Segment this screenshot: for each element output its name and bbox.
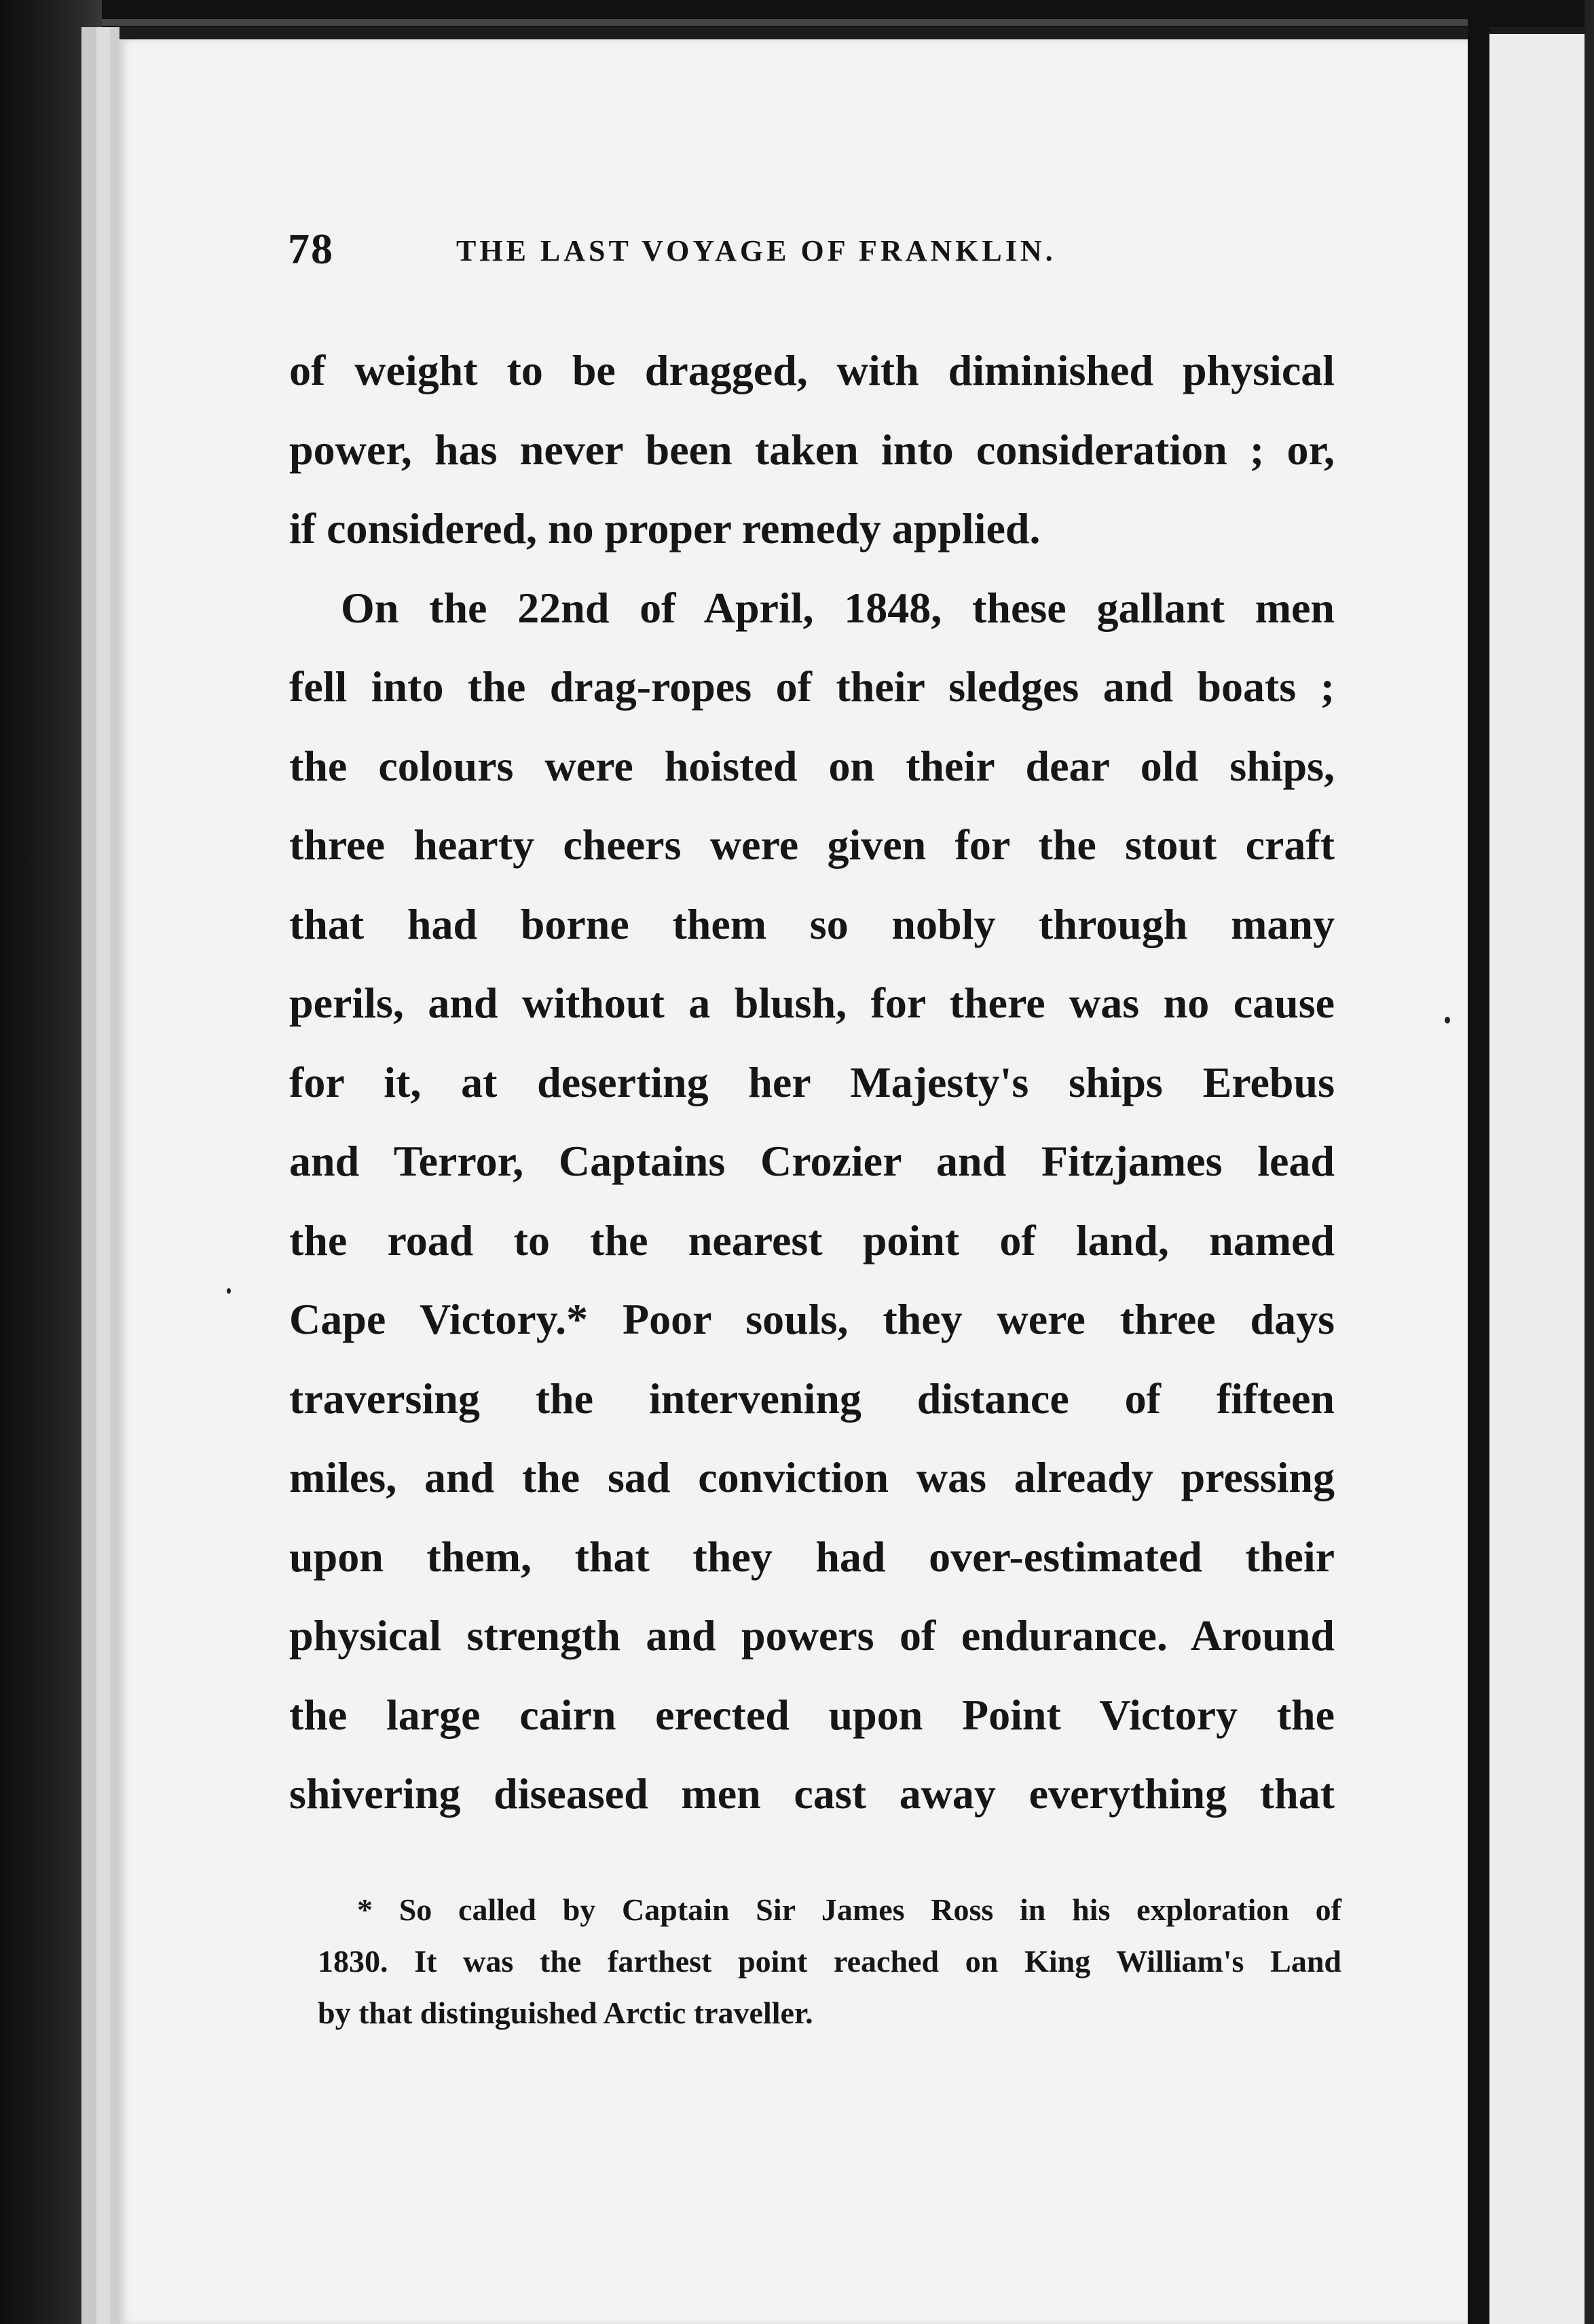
- page-edge: [96, 27, 110, 2324]
- text-line: the road to the nearest point of land, named: [289, 1216, 1335, 1264]
- footnote-line: by that distinguished Arctic traveller.: [318, 1995, 813, 2030]
- text-line: shivering diseased men cast away everything that: [289, 1769, 1335, 1818]
- page-top-edge: [102, 19, 1480, 26]
- facing-page-edge: [1489, 34, 1584, 2324]
- running-head-title: THE LAST VOYAGE OF FRANKLIN.: [456, 234, 1056, 267]
- text-line: perils, and without a blush, for there was no cause: [289, 979, 1335, 1027]
- text-line: upon them, that they had over-estimated their: [289, 1532, 1335, 1581]
- scan-right-border: [1584, 0, 1594, 2324]
- text-line: if considered, no proper remedy applied.: [289, 504, 1041, 552]
- footnote-line: 1830. It was the farthest point reached on King William's Land: [318, 1944, 1341, 1979]
- text-line: three hearty cheers were given for the stout craft: [289, 821, 1335, 869]
- text-line: for it, at deserting her Majesty's ships Erebus: [289, 1057, 1335, 1106]
- footnote-line: * So called by Captain Sir James Ross in his exploration of: [357, 1892, 1341, 1927]
- page-edge: [81, 27, 96, 2324]
- running-header: [288, 224, 1347, 271]
- text-line: physical strength and powers of endurance. Around: [289, 1611, 1335, 1660]
- body-text: [289, 331, 1335, 1834]
- text-line: of weight to be dragged, with diminished physical: [289, 346, 1335, 394]
- text-line: fell into the drag-ropes of their sledges and boats ;: [289, 662, 1335, 711]
- text-line: On the 22nd of April, 1848, these gallant men: [341, 583, 1335, 632]
- page-number: 78: [288, 225, 334, 273]
- text-line: Cape Victory.* Poor souls, they were three days: [289, 1295, 1335, 1343]
- footnote: [319, 1884, 1341, 2039]
- text-line: and Terror, Captains Crozier and Fitzjames lead: [289, 1137, 1335, 1185]
- text-line: that had borne them so nobly through many: [289, 899, 1335, 948]
- print-speck: [1445, 1017, 1450, 1024]
- text-line: traversing the intervening distance of fifteen: [289, 1374, 1335, 1423]
- text-line: the large cairn erected upon Point Victory the: [289, 1690, 1335, 1739]
- page-edge: [110, 27, 119, 2324]
- text-line: the colours were hoisted on their dear old ships,: [289, 741, 1335, 790]
- text-line: miles, and the sad conviction was already pressing: [289, 1453, 1335, 1501]
- book-gutter: [1468, 0, 1489, 2324]
- text-line: power, has never been taken into consideration ; or,: [289, 425, 1335, 474]
- print-speck: [227, 1288, 231, 1294]
